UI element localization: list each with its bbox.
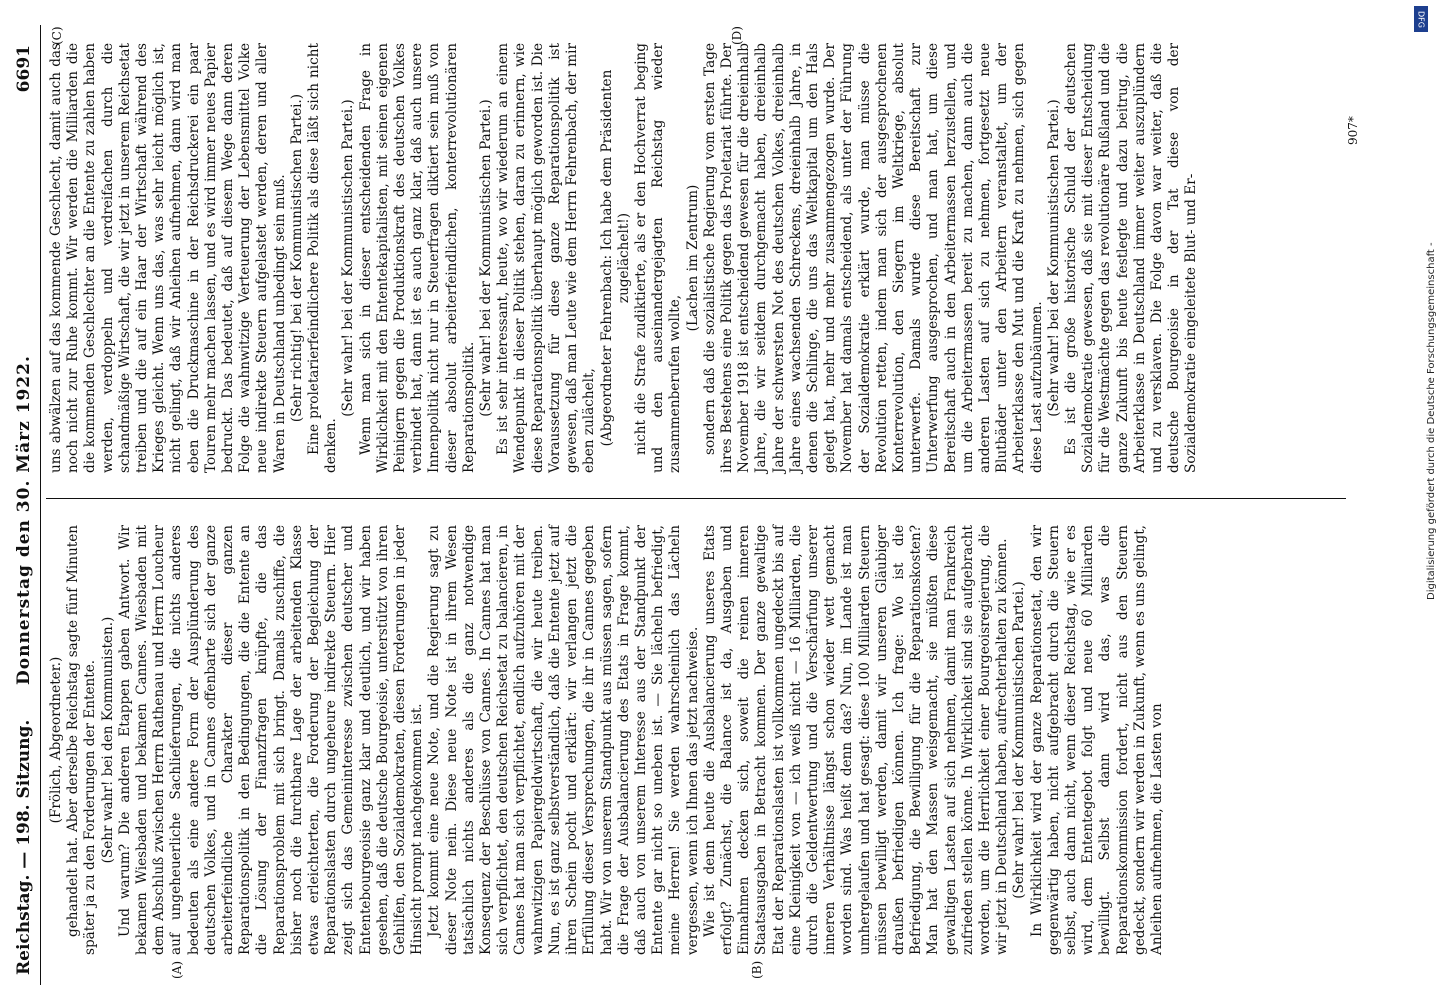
page-header [10,25,40,985]
margin-marker-a: (A) [170,960,184,979]
margin-marker-d: (D) [730,26,744,45]
paragraph: (Abgeordneter Fehrenbach: Ich habe dem Präsidenten zugelächelt!) [598,69,632,447]
header-date: Donnerstag den 30. März 1922. [14,355,34,685]
header-rule [40,25,41,985]
dfg-badge: DFG [1414,6,1428,32]
paragraph: Jetzt kommt eine neue Note, und die Regierung sagt zu dieser Note nein. Diese neue Note ist in ihrem Wesen tatsächlich nichts anderes als die ganz notwendige Konsequenz der Beschlüsse von Cannes. In Cannes hat man sich verpflichtet, den deutschen Reichsetat zu balancieren, in Cannes hat man sich verpflichtet, endlich aufzuhören mit der wahnwitzigen Papiergeldwirtschaft, die wir heute treiben. Nun, es ist ganz selbstverständlich, daß die Entente jetzt auf ihren Schein pocht und erklärt: wir verlangen jetzt die Erfüllung dieser Versprechungen, die ihr in Cannes gegeben habt. Wir von unserem Standpunkt aus müssen sagen, sofern die Frage der Ausbalancierung des Etats in Frage kommt, daß auch von unserem Interesse aus der Standpunkt der Entente gar nicht so uneben ist. — Sie lächeln befriedigt, meine Herren! Sie werden wahrscheinlich das Lächeln vergessen, wenn ich Ihnen das jetzt nachweise. [426,525,701,955]
paragraph: Wie ist denn heute die Ausbalancierung unseres Etats erfolgt? Zunächst, die Balance ist da, Ausgaben und Einnahmen decken sich, soweit die reinen inneren Staatsausgaben in Betracht kommen. Der ganze gewaltige Etat der Reparationslasten ist vollkommen ungedeckt bis auf eine Kleinigkeit von — ich weiß nicht — 16 Milliarden, die durch die Geldentwertung und die Verschärfung unserer inneren Verhältnisse längst schon wieder wett gemacht worden sind. Was heißt denn das? Nun, im Lande ist man umhergelaufen und hat gesagt: diese 100 Milliarden Steuern müssen bewilligt werden, damit wir unseren Gläubiger draußen befriedigen können. Ich frage: Wo ist die Befriedigung, die Bewilligung für die Reparationskosten? Man hat den Massen weisgemacht, sie müßten diese gewaltigen Lasten auf sich nehmen, damit man Frankreich zufrieden stellen könne. In Wirklichkeit sind sie aufgebracht worden, um die Herrlichkeit einer Bourgeoisregierung, die wir jetzt in Deutschland haben, aufrechterhalten zu können. [701,525,1011,955]
text-column-right [48,43,1348,473]
paragraph: uns abwälzen auf das kommende Geschlecht, damit auch das noch nicht zur Ruhe kommt. Wir werden die Milliarden die die kommenden Geschlechter an die Entente zu zahlen haben werden, verdoppeln und verdreifachen durch die schandmäßige Wirtschaft, die wir jetzt in unserem Reichsetat treiben und die auf ein Haar der Wirtschaft während des Krieges gleicht. Wenn uns das, was sehr leicht möglich ist, nicht gelingt, daß wir Anleihen aufnehmen, dann wird man eben die Druckmaschine in der Reichsdruckerei ein paar Touren mehr machen lassen, und es wird immer neues Papier bedruckt. Das bedeutet, daß auf diesem Wege dann deren Folge die wahnwitzige Verteuerung der Lebensmittel Volke neue indirekte Steuern aufgelastet werden, deren und aller Waren in Deutschland unbedingt sein muß. [48,43,288,473]
signature-mark: 907* [1346,116,1360,145]
page-number: 6691 [14,45,34,93]
paragraph: sondern daß die sozialistische Regierung vom ersten Tage ihres Bestehens eine Politik gegen das Proletariat führte. Der November 1918 ist entscheidend gewesen für die dreieinhalb Jahre, die wir seitdem durchgemacht haben, dreieinhalb Jahre der schwersten Not des deutschen Volkes, dreieinhalb Jahre eines wachsenden Schreckens, dreieinhalb Jahre, in denen die Schlinge, die uns das Weltkapital um den Hals gelegt hat, mehr und mehr zusammengezogen wurde. Der November hat damals entscheidend, als unter der Führung der Sozialdemokratie erklärt wurde, man müsse die Revolution retten, indem man sich der ausgesprochenen Konterrevolution, den Siegern im Weltkriege, absolut unterwerfe. Damals wurde diese Bereitschaft zur Unterwerfung ausgesprochen, und man hat, um diese Bereitschaft auch in den Arbeitermassen herzustellen, und um die Arbeitermassen bereit zu machen, dann auch die anderen Lasten auf sich zu nehmen, fortgesetzt neue Blutbäder unter den Arbeitern veranstaltet, um der Arbeiterklasse den Mut und die Kraft zu nehmen, sich gegen diese Last aufzubäumen. [701,43,1045,473]
paragraph: Es ist sehr interessant, heute, wo wir wiederum an einem Wendepunkt in dieser Politik stehen, daran zu erinnern, wie diese Reparationspolitik überhaupt möglich geworden ist. Die Voraussetzung für diese ganze Reparationspolitik ist gewesen, daß man Leute wie dem Herrn Fehrenbach, der mir eben zulächelt, [495,43,598,473]
paragraph: gehandelt hat. Aber derselbe Reichstag sagte fünf Minuten später ja zu den Forderungen der Entente. [65,525,99,955]
paragraph: (Sehr wahr! bei der Kommunistischen Partei.) [340,99,357,417]
digitization-sidebar [1408,0,1437,1000]
rotated-page [10,25,1410,985]
paragraph: Wenn man sich in dieser entscheidenden Frage in Wirklichkeit mit den Ententekapitalisten, mit seinen eigenen Peinigern gegen die Produktionskraft des deutschen Volkes verbindet hat, dann ist es auch ganz klar, daß auch unsere Innenpolitik nicht nur in Steuerfragen diktiert sein muß von dieser absolut arbeiterfeindlichen, konterrevolutionären Reparationspolitik. [357,43,477,473]
digitization-credit: Digitalisierung gefördert durch die Deutsche Forschungsgemeinschaft - [1426,242,1437,600]
paragraph: (Frölich, Abgeordneter.) [48,656,64,824]
text-column-left [48,525,1348,955]
column-divider [46,498,1346,499]
paragraph: (Sehr wahr! bei der Kommunistischen Partei.) [1011,581,1028,899]
paragraph: Und warum? Die anderen Etappen gaben Antwort. Wir bekamen Wiesbaden und bekamen Cannes. Wiesbaden mit dem Abschluß zwischen Herrn Rathenau und Herrn Loucheur auf ungeheuerliche Sachlieferungen, die nichts anderes bedeuten als eine andere Form der Ausplünderung des deutschen Volkes, und in Cannes offenbarte sich der ganze arbeiterfeindliche Charakter dieser ganzen Reparationspolitik in den Bedingungen, die die Entente an die Lösung der Finanzfragen knüpfte, die das Reparationsproblem mit sich bringt. Damals zuschiffe, die bisher noch die furchtbare Lage der arbeitenden Klasse etwas erleichterten, die Forderung der Begleichung der Reparationslasten durch ungeheure indirekte Steuern. Hier zeigt sich das Gemeininteresse zwischen deutscher und Ententebourgeoisie ganz klar und deutlich, und wir haben gesehen, daß die deutsche Bourgeoisie, unterstützt von ihren Gehilfen, den Sozialdemokraten, diesen Forderungen in jeder Hinsicht prompt nachgekommen ist. [116,525,426,955]
margin-marker-b: (B) [750,960,764,979]
paragraph: In Wirklichkeit wird der ganze Reparationsetat, den wir gegenwärtig haben, nicht aufgebracht durch die Steuern selbst, auch dann nicht, wenn dieser Reichstag, wie er es wird, dem Ententegebot folgt und neue 60 Milliarden bewilligt. Selbst dann wird das, was die Reparationskommission fordert, nicht aus den Steuern gedeckt, sondern wir werden in Zukunft, wenn es uns gelingt, Anleihen aufnehmen, die Lasten von [1028,525,1165,955]
header-left: Reichstag. — 198. Sitzung. [14,719,34,975]
paragraph: (Sehr wahr! bei der Kommunistischen Partei.) [478,99,495,417]
margin-marker-c: (C) [50,26,64,45]
paragraph: (Sehr richtig! bei der Kommunistischen Partei.) [288,93,305,423]
paragraph: (Sehr wahr! bei der Kommunistischen Partei.) [1045,99,1062,417]
paragraph: nicht die Strafe zudiktierte, als er den Hochverrat beging und den auseinandergejagten Reichstag wieder zusammenberufen wollte, [632,43,684,473]
paragraph: (Lachen im Zentrum) [684,184,701,332]
paragraph: Es ist die große historische Schuld der deutschen Sozialdemokratie gewesen, daß sie mit dieser Entscheidung für die Westmächte gegen das revolutionäre Rußland und die ganze Zukunft bis heute festlegte und dazu beitrug, die Arbeiterklasse in Deutschland immer weiter auszuplündern und zu versklaven. Die Folge davon war weiter, daß die deutsche Bourgeoisie in der Tat diese von der Sozialdemokratie eingeleitete Blut- und Er- [1062,43,1200,473]
paragraph: (Sehr wahr! bei den Kommunisten.) [99,616,116,864]
paragraph: Eine proletarierfeindlichere Politik als diese läßt sich nicht denken. [306,43,340,473]
